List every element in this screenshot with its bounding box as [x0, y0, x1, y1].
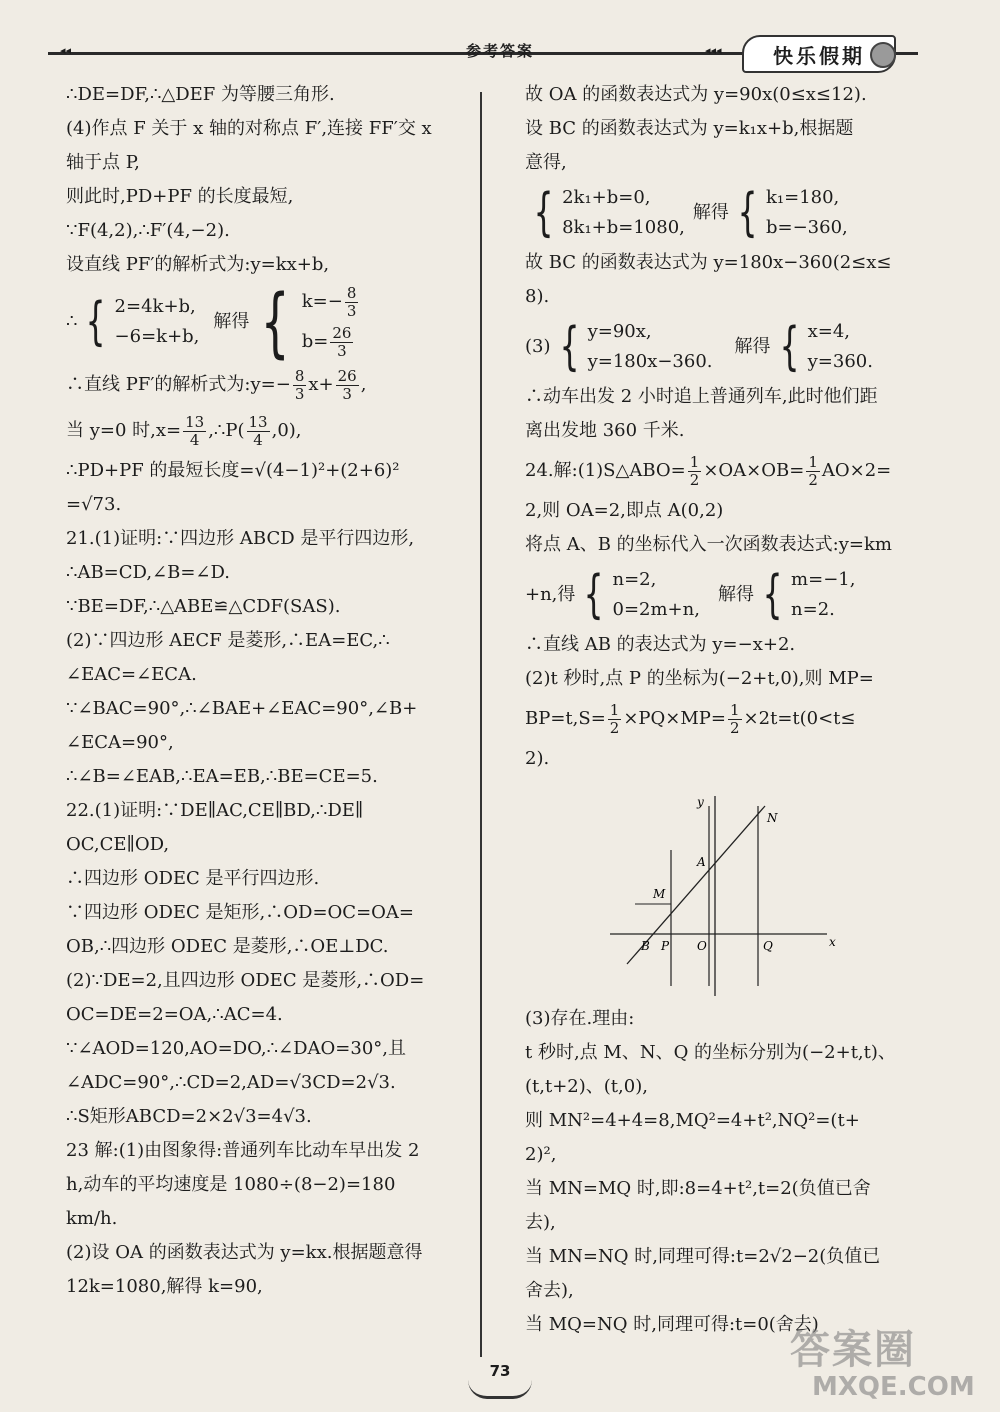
sys-equations	[613, 565, 700, 625]
text-part: ,∴P(	[208, 420, 245, 441]
text-line: OC,CE∥OD,	[66, 834, 170, 855]
sys-equations	[115, 292, 200, 352]
denominator: 2	[689, 470, 700, 489]
figure-svg	[605, 786, 865, 996]
numerator: 1	[808, 452, 818, 471]
left-brace-icon: {	[559, 317, 579, 377]
solution	[302, 322, 361, 362]
text-line: ∵F(4,2),∴F′(4,−2).	[66, 220, 230, 241]
sys-solutions	[302, 282, 361, 362]
text-line: ∴S矩形ABCD=2×2√3=4√3.	[66, 1106, 312, 1127]
denominator: 3	[346, 301, 357, 320]
left-brace-icon: {	[584, 565, 604, 625]
text-line: 22.(1)证明:∵DE∥AC,CE∥BD,∴DE∥	[66, 800, 364, 821]
numerator: 13	[248, 412, 268, 431]
text-line: (2)∵四边形 AECF 是菱形,∴EA=EC,∴	[66, 630, 390, 651]
text-line: 21.(1)证明:∵四边形 ABCD 是平行四边形,	[66, 528, 415, 549]
text-line: 意得,	[525, 152, 567, 173]
equation: 8k₁+b=1080,	[562, 217, 685, 238]
label-x: x	[829, 935, 836, 949]
header-left-arrows: ◂◂	[60, 44, 72, 57]
text-line: ∠ADC=90°,∴CD=2,AD=√3CD=2√3.	[66, 1072, 396, 1093]
text-line: ∴动车出发 2 小时追上普通列车,此时他们距	[525, 386, 878, 407]
text-line: 2)²,	[525, 1144, 557, 1165]
text-line: (2)设 OA 的函数表达式为 y=kx.根据题意得	[66, 1242, 423, 1263]
text-line: 将点 A、B 的坐标代入一次函数表达式:y=km	[525, 534, 892, 555]
numerator: 26	[337, 366, 357, 385]
text-line: ∠EAC=∠ECA.	[66, 664, 197, 685]
text-line: 2,则 OA=2,即点 A(0,2)	[525, 500, 724, 521]
text-part: ×PQ×MP=	[623, 708, 726, 729]
left-brace-icon: {	[779, 317, 799, 377]
left-brace-icon: {	[737, 183, 758, 243]
label-p: P	[661, 939, 670, 953]
fraction	[247, 414, 270, 449]
solution: y=360.	[807, 351, 873, 372]
numerator: 13	[185, 412, 205, 431]
equation-system	[525, 314, 930, 380]
text-line: ∴DE=DF,∴△DEF 为等腰三角形.	[66, 84, 335, 105]
text-line: OB,∴四边形 ODEC 是菱形,∴OE⊥DC.	[66, 936, 389, 957]
text-line: ∵∠BAC=90°,∴∠BAE+∠EAC=90°,∠B+	[66, 698, 418, 719]
equation: n=2,	[612, 569, 657, 590]
sys-equations	[588, 317, 713, 377]
solution: n=2.	[791, 599, 835, 620]
sys-solve-word: 解得	[734, 336, 771, 357]
solution: x=4,	[807, 321, 851, 342]
left-brace-icon: {	[261, 277, 291, 366]
text-line: 设直线 PF′的解析式为:y=kx+b,	[66, 254, 330, 275]
numerator: 8	[346, 283, 357, 302]
text-line: 当 MN=MQ 时,即:8=4+t²,t=2(负值已舍	[525, 1178, 871, 1199]
text-line: ∵∠AOD=120,AO=DO,∴∠DAO=30°,且	[66, 1038, 407, 1059]
sys-solve-word: 解得	[717, 584, 754, 605]
right-column	[525, 78, 930, 1342]
numerator: 8	[294, 366, 305, 385]
text-line: h,动车的平均速度是 1080÷(8−2)=180	[66, 1174, 396, 1195]
solution: m=−1,	[791, 569, 856, 590]
text-line	[525, 696, 930, 742]
left-brace-icon: {	[533, 183, 554, 243]
sys-solutions	[766, 183, 848, 243]
sys-prefix: ∴	[66, 311, 78, 332]
label-a: A	[697, 855, 706, 869]
label-n: N	[767, 811, 778, 825]
text-line: 当 MQ=NQ 时,同理可得:t=0(舍去)	[525, 1314, 819, 1335]
text-line: ∴直线 AB 的表达式为 y=−x+2.	[525, 634, 796, 655]
fraction	[345, 285, 359, 320]
header-right-arrows: ◂◂◂	[705, 44, 722, 57]
text-part: ∴直线 PF′的解析式为:y=−	[66, 374, 291, 395]
text-line: 故 OA 的函数表达式为 y=90x(0≤x≤12).	[525, 84, 867, 105]
text-line: =√73.	[66, 494, 122, 515]
sys-solutions	[791, 565, 855, 625]
denominator: 3	[337, 341, 347, 360]
equation: 0=2m+n,	[612, 599, 700, 620]
sys-solutions	[808, 317, 873, 377]
left-column	[66, 78, 466, 1304]
denominator: 4	[253, 430, 263, 449]
solution	[302, 282, 361, 322]
text-line: 轴于点 P,	[66, 152, 140, 173]
solution-lhs: k=−	[301, 291, 343, 312]
label-q: Q	[763, 939, 773, 953]
text-line: ∴四边形 ODEC 是平行四边形.	[66, 868, 320, 889]
sys-solve-word: 解得	[213, 311, 250, 332]
text-line: 当 MN=NQ 时,同理可得:t=2√2−2(负值已	[525, 1246, 881, 1267]
brand-logo: 快乐假期	[742, 35, 896, 73]
numerator: 26	[332, 323, 352, 342]
text-line: 故 BC 的函数表达式为 y=180x−360(2≤x≤	[525, 252, 892, 273]
label-y: y	[697, 795, 704, 809]
text-line	[66, 408, 466, 454]
text-part: x+	[308, 374, 334, 395]
text-part: BP=t,S=	[525, 708, 606, 729]
text-line: 8).	[525, 286, 550, 307]
text-part: ,0),	[271, 420, 302, 441]
sys-prefix: +n,得	[525, 584, 576, 605]
equation: y=180x−360.	[587, 351, 713, 372]
text-line: (3)存在.理由:	[525, 1008, 635, 1029]
text-line: ∴PD+PF 的最短长度=√(4−1)²+(2+6)²	[66, 460, 400, 481]
text-line: ∠ECA=90°,	[66, 732, 174, 753]
numerator: 1	[730, 700, 740, 719]
equation-system	[525, 180, 930, 246]
equation: y=90x,	[587, 321, 652, 342]
fraction	[336, 368, 359, 403]
left-brace-icon: {	[762, 565, 783, 625]
brand-ball-icon	[870, 42, 896, 68]
label-m: M	[653, 887, 666, 901]
denominator: 3	[294, 384, 305, 403]
text-line: (4)作点 F 关于 x 轴的对称点 F′,连接 FF′交 x	[66, 118, 432, 139]
text-line: ∴∠B=∠EAB,∴EA=EB,∴BE=CE=5.	[66, 766, 378, 787]
text-line: t 秒时,点 M、N、Q 的坐标分别为(−2+t,t)、	[525, 1042, 896, 1063]
solution: k₁=180,	[765, 187, 840, 208]
watermark-url: MXQE.COM	[812, 1372, 975, 1402]
text-part: ×2t=t(0<t≤	[743, 708, 856, 729]
label-o: O	[697, 939, 707, 953]
text-part: AO×2=	[821, 460, 892, 481]
text-line: ∴AB=CD,∠B=∠D.	[66, 562, 231, 583]
equation-system	[525, 562, 930, 628]
denominator: 3	[342, 384, 352, 403]
text-line: 舍去),	[525, 1280, 574, 1301]
text-line: ∵四边形 ODEC 是矩形,∴OD=OC=OA=	[66, 902, 414, 923]
sys-equations	[562, 183, 685, 243]
equation: 2k₁+b=0,	[562, 187, 651, 208]
fraction	[293, 368, 307, 403]
fraction	[330, 325, 353, 360]
text-line: 则此时,PD+PF 的长度最短,	[66, 186, 294, 207]
text-line: km/h.	[66, 1208, 118, 1229]
watermark-logo: 答案圈	[790, 1327, 916, 1373]
fraction	[688, 454, 702, 489]
solution: b=−360,	[765, 217, 848, 238]
solution-lhs: b=	[301, 331, 329, 352]
denominator: 2	[730, 718, 740, 737]
text-line: (t,t+2)、(t,0),	[525, 1076, 648, 1097]
text-part: ,	[360, 374, 367, 395]
text-line	[525, 448, 930, 494]
text-line: 12k=1080,解得 k=90,	[66, 1276, 263, 1297]
fraction	[183, 414, 206, 449]
fraction	[608, 702, 622, 737]
text-part: 当 y=0 时,x=	[66, 420, 182, 441]
numerator: 1	[689, 452, 700, 471]
text-line: 去),	[525, 1212, 556, 1233]
page-number: 73	[489, 1362, 511, 1380]
text-line: 设 BC 的函数表达式为 y=k₁x+b,根据题	[525, 118, 854, 139]
equation: −6=k+b,	[114, 326, 200, 347]
fraction	[728, 702, 742, 737]
denominator: 4	[189, 430, 200, 449]
sys-solve-word: 解得	[692, 202, 729, 223]
text-line: 离出发地 360 千米.	[525, 420, 685, 441]
denominator: 2	[808, 470, 818, 489]
page-number-ornament	[468, 1380, 532, 1399]
text-line: (2)∵DE=2,且四边形 ODEC 是菱形,∴OD=	[66, 970, 425, 991]
header-title: 参考答案	[465, 42, 534, 60]
text-line: 23 解:(1)由图象得:普通列车比动车早出发 2	[66, 1140, 420, 1161]
text-line: OC=DE=2=OA,∴AC=4.	[66, 1004, 283, 1025]
fraction	[806, 454, 820, 489]
sys-prefix: (3)	[525, 336, 551, 357]
label-b: B	[641, 939, 650, 953]
text-line: 则 MN²=4+4=8,MQ²=4+t²,NQ²=(t+	[525, 1110, 860, 1131]
coordinate-figure	[605, 786, 865, 996]
numerator: 1	[609, 700, 620, 719]
equation: 2=4k+b,	[114, 296, 196, 317]
left-brace-icon: {	[86, 292, 106, 352]
text-line: 2).	[525, 748, 550, 769]
text-line: (2)t 秒时,点 P 的坐标为(−2+t,0),则 MP=	[525, 668, 874, 689]
denominator: 2	[609, 718, 620, 737]
text-part: 24.解:(1)S△ABO=	[525, 460, 686, 481]
equation-system	[66, 277, 466, 366]
text-line: ∵BE=DF,∴△ABE≌△CDF(SAS).	[66, 596, 341, 617]
column-divider	[480, 92, 482, 1357]
text-part: ×OA×OB=	[703, 460, 805, 481]
text-line	[66, 362, 466, 408]
